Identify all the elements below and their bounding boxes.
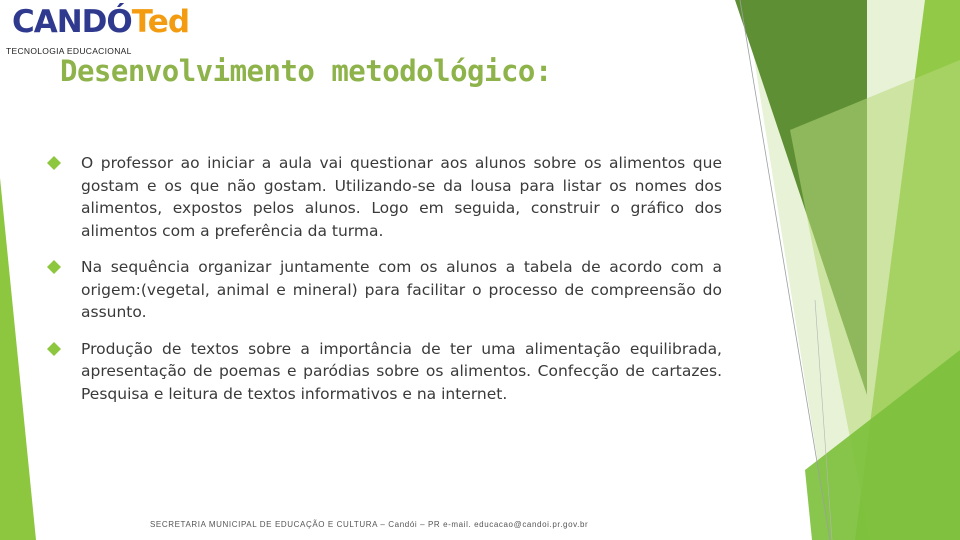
- logo-tagline: TECNOLOGIA EDUCACIONAL: [6, 46, 132, 56]
- bullet-text: Produção de textos sobre a importância de ter uma alimentação equilibrada, apresentação de poemas e paródias sobre os alimentos. Confecção de cartazes. Pesquisa e leitura de textos informativos e na internet.: [81, 339, 722, 403]
- logo-wordmark: [12, 2, 189, 42]
- bullet-list: [46, 152, 722, 419]
- bullet-text: Na sequência organizar juntamente com os alunos a tabela de acordo com a origem:(vegetal, animal e mineral) para facilitar o processo de compreensão do assunto.: [81, 258, 722, 321]
- bullet-text: O professor ao iniciar a aula vai questionar aos alunos sobre os alimentos que gostam e os que não gostam. Utilizando-se da lousa para listar os nomes dos alimentos, expostos pelos alunos. Logo em seguida, construir o gráfico dos alimentos com a preferência da turma.: [81, 154, 722, 240]
- bullet-item: [46, 338, 722, 406]
- bullet-item: [46, 256, 722, 324]
- diamond-bullet-icon: [46, 259, 62, 275]
- slide-title: Desenvolvimento metodológico:: [60, 54, 552, 88]
- logo-word-candó: CANDÓ: [12, 4, 132, 40]
- diamond-bullet-icon: [46, 341, 62, 357]
- candoted-logo: [6, 2, 190, 58]
- bullet-item: [46, 152, 722, 242]
- logo-word-ted: Ted: [131, 4, 190, 40]
- footer-text: SECRETARIA MUNICIPAL DE EDUCAÇÃO E CULTURA – Candói – PR e-mail. educacao@candoi.pr.gov.br: [150, 520, 589, 529]
- diamond-bullet-icon: [46, 155, 62, 171]
- left-triangle-shape: [0, 178, 36, 540]
